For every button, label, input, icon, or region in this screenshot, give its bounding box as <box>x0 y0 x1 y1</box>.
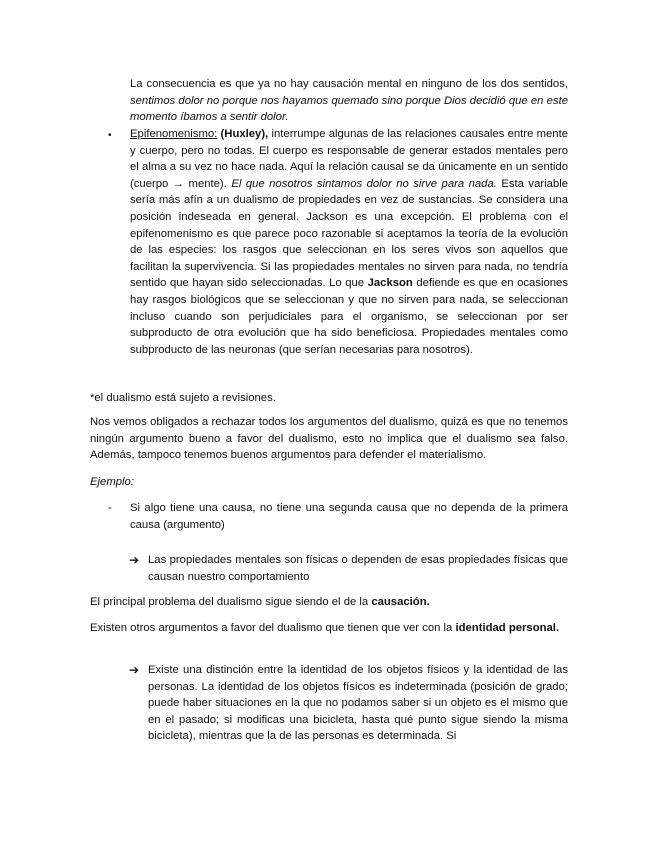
term-epifenomenismo: Epifenomenismo: <box>130 128 218 140</box>
bold-causacion: causación. <box>371 596 430 608</box>
arrow-item-identidad: Existe una distinción entre la identidad de los objetos físicos y la identidad de las personas. La identidad de los objetos físicos es indeterminada (posición de grado; puede haber situaciones en la que no podamos saber si un objeto es el mismo que en el pasado; si modificas una bicicleta, hasta qué punto sigue siendo la misma bicicleta), mientras que la de las personas es determinada. Si <box>148 664 568 743</box>
paragraph-text: La consecuencia es que ya no hay causación mental en ninguno de los dos sentidos, <box>130 78 568 90</box>
paragraph-text: El principal problema del dualismo sigue siendo el de la <box>90 596 372 608</box>
author-jackson: Jackson <box>367 277 413 290</box>
dash-item-causa: Si algo tiene una causa, no tiene una segunda causa que no dependa de la primera causa (argumento) <box>130 502 568 531</box>
arrow-item-propiedades: Las propiedades mentales son físicas o dependen de esas propiedades físicas que causan nuestro comportamiento <box>148 554 568 583</box>
arrow-right-icon: ➔ <box>129 663 140 677</box>
paragraph-text: interrumpe algunas de las relaciones causales entre mente y cuerpo, pero no todas. El cuerpo es responsable de generar estados mentales pero el alma a su vez no hace nada. Aquí la relación causal se da únicamente en un sentido (cuerpo → mente). <box>130 128 568 190</box>
italic-text: sentimos dolor no porque nos hayamos quemado sino porque Dios decidió que en este momento íbamos a sentir dolor. <box>130 94 568 124</box>
bullet-marker: • <box>108 130 112 141</box>
bold-identidad: identidad personal. <box>455 622 560 634</box>
italic-text: Ejemplo: <box>90 476 134 488</box>
arrow-right-icon: ➔ <box>129 553 140 567</box>
paragraph-consecuencia <box>130 76 568 126</box>
dash-marker: - <box>108 502 112 514</box>
paragraph-principal-problema <box>90 594 568 611</box>
paragraph-text: defiende es que en ocasiones hay rasgos biológicos que se seleccionan y que no sirven para nada, se seleccionan incluso cuando son perjudiciales para el organismo, se seleccionan por ser subproducto de otra evolución que ha sido beneficiosa. Propiedades mentales como subproducto de las neuronas (que serían necesarias para nosotros). <box>130 277 568 356</box>
heading-ejemplo <box>90 474 568 491</box>
paragraph-epifenomenismo <box>130 126 568 358</box>
paragraph-identidad-personal <box>90 620 568 637</box>
italic-text: El que nosotros sintamos dolor no sirve para nada. <box>231 177 497 190</box>
author-huxley: (Huxley), <box>220 128 269 140</box>
paragraph-rechazar: Nos vemos obligados a rechazar todos los argumentos del dualismo, quizá es que no tenemos ningún argumento bueno a favor del dualismo, esto no implica que el dualismo sea falso. Además, tampoco tenemos buenos argumentos para defender el materialismo. <box>90 416 568 462</box>
paragraph-text: Existen otros argumentos a favor del dualismo que tienen que ver con la <box>90 622 456 634</box>
note-revisiones: *el dualismo está sujeto a revisiones. <box>90 392 276 404</box>
paragraph-text: Esta variable sería más afín a un dualismo de propiedades en vez de sustancias. Se considera una posición indeseada en general. Jackson es una excepción. El problema con el epifenomenismo es que parece poco razonable si aceptamos la teoría de la evolución de las especies: los rasgos que seleccionan en los seres vivos son aquellos que facilitan la supervivencia. Si las propiedades mentales no sirven para nada, no tendría sentido que hayan sido seleccionadas. Lo que <box>130 177 568 290</box>
